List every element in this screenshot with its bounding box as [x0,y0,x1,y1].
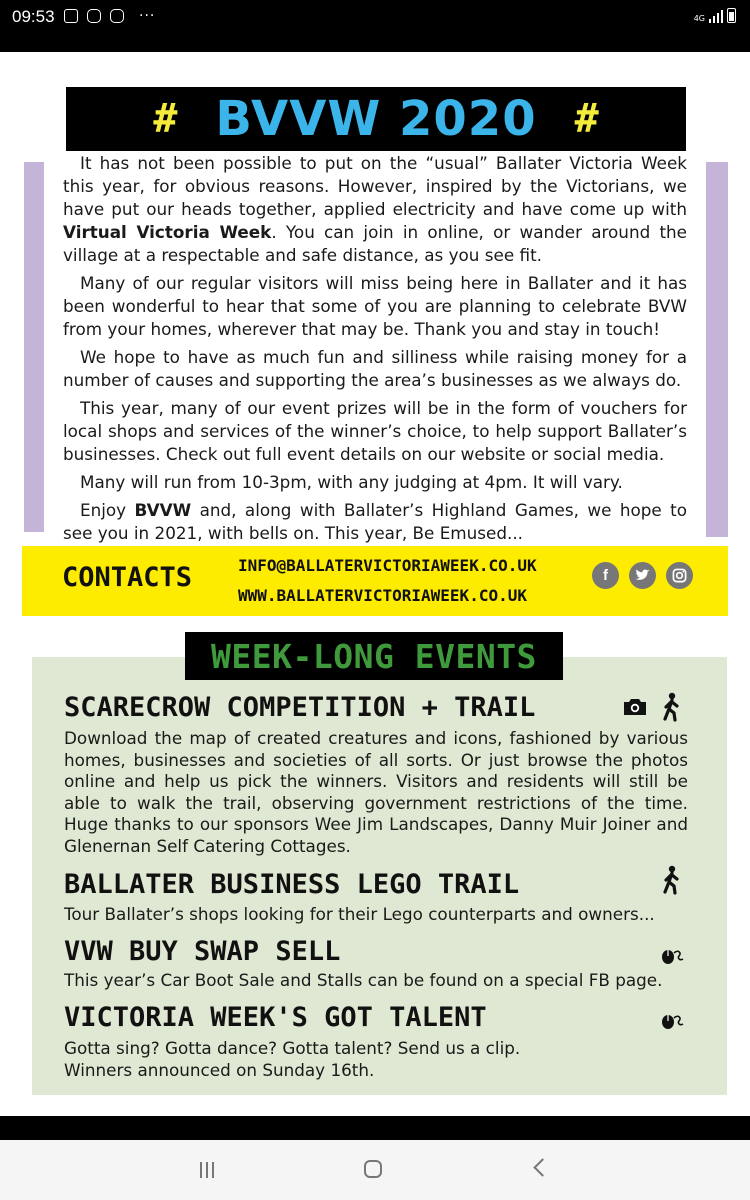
status-bar [0,0,750,52]
walking-person-icon [660,692,682,722]
event-body-line: Gotta sing? Gotta dance? Gotta talent? Send us a clip. [64,1038,521,1058]
intro-text [63,152,687,550]
intro-paragraph: We hope to have as much fun and silliness while raising money for a number of causes and supporting the area’s businesses as we always do. [63,347,687,390]
event-title-buy-swap-sell: VVW BUY SWAP SELL [64,936,341,967]
more-notifications-icon: ··· [139,8,156,24]
social-icons [592,562,693,589]
system-indicators [694,8,736,23]
notification-icons [64,8,155,24]
newsletter-page [0,52,750,1116]
signal-icon [709,9,723,23]
page-title: BVVW 2020 [215,91,537,147]
website-link[interactable]: WWW.BALLATERVICTORIAWEEK.CO.UK [238,586,527,605]
left-accent-bar [24,162,44,532]
twitter-icon[interactable] [629,562,656,589]
status-time: 09:53 [12,7,55,26]
walking-person-icon [660,865,682,895]
contact-links [238,551,537,611]
android-nav-bar [0,1140,750,1200]
intro-paragraph: This year, many of our event prizes will be in the form of vouchers for local shops and services of the winner’s choice, to help support Ballater’s businesses. Check out full event details on our website or social media. [63,398,687,464]
facebook-icon[interactable]: f [592,562,619,589]
event-body-line: Winners announced on Sunday 16th. [64,1059,375,1080]
event-body-buy-swap-sell: This year’s Car Boot Sale and Stalls can be found on a special FB page. [64,970,663,990]
title-banner [66,87,686,151]
instagram-icon[interactable] [666,562,693,589]
intro-paragraph: Enjoy BVVW and, along with Ballater’s Highland Games, we hope to see you in 2021, with bells on. This year, Be Emused... [63,500,688,543]
right-accent-bar [706,162,728,537]
camera-icon [622,697,648,717]
events-section-title: WEEK-LONG EVENTS [185,632,563,680]
recent-apps-button[interactable] [200,1162,214,1178]
intro-paragraph: Many of our regular visitors will miss being here in Ballater and it has been wonderful to hear that some of you are planning to celebrate BVW from your homes, wherever that may be. Thank you and stay in touch! [63,273,687,339]
intro-paragraph: Many will run from 10-3pm, with any judging at 4pm. It will vary. [80,472,623,492]
bvvw-bold: BVVW [134,500,192,520]
battery-icon [727,8,736,23]
event-body-got-talent [64,1038,688,1081]
contacts-band [22,546,728,616]
computer-mouse-icon [660,947,684,965]
computer-mouse-icon [660,1012,684,1030]
contacts-label: CONTACTS [62,562,193,593]
intro-paragraph: It has not been possible to put on the “usual” Ballater Victoria Week this year, for obvious reasons. However, inspired by the Victorians, we have put our heads together, applied electricity and have come up with Virtual Victoria Week. You can join in online, or wander around the village at a respectable and safe distance, as you see fit. [63,153,687,265]
event-body-lego-trail: Tour Ballater’s shops looking for their Lego counterparts and owners... [64,904,655,924]
event-title-scarecrow: SCARECROW COMPETITION + TRAIL [64,692,536,723]
gallery-icon [64,9,78,23]
instagram-notification-icon [87,9,101,23]
back-button[interactable] [533,1158,551,1176]
email-link[interactable]: INFO@BALLATERVICTORIAWEEK.CO.UK [238,556,537,575]
instagram-notification-icon-2 [110,9,124,23]
event-title-lego-trail: BALLATER BUSINESS LEGO TRAIL [64,869,520,900]
hash-right: # [574,96,599,142]
hash-left: # [153,96,178,142]
home-button[interactable] [364,1160,382,1178]
virtual-victoria-week-bold: Virtual Victoria Week [63,222,272,242]
event-body-scarecrow: Download the map of created creatures and icons, fashioned by various homes, businesses and societies of all sorts. Or just browse the photos online and help us pick the winners. Visitors and residents will still be able to walk the trail, observing government restrictions of the time. Huge thanks to our sponsors Wee Jim Landscapes, Danny Muir Joiner and Glenernan Self Catering Cottages. [64,728,688,856]
network-type: 4G [693,14,705,23]
event-title-got-talent: VICTORIA WEEK'S GOT TALENT [64,1002,487,1033]
